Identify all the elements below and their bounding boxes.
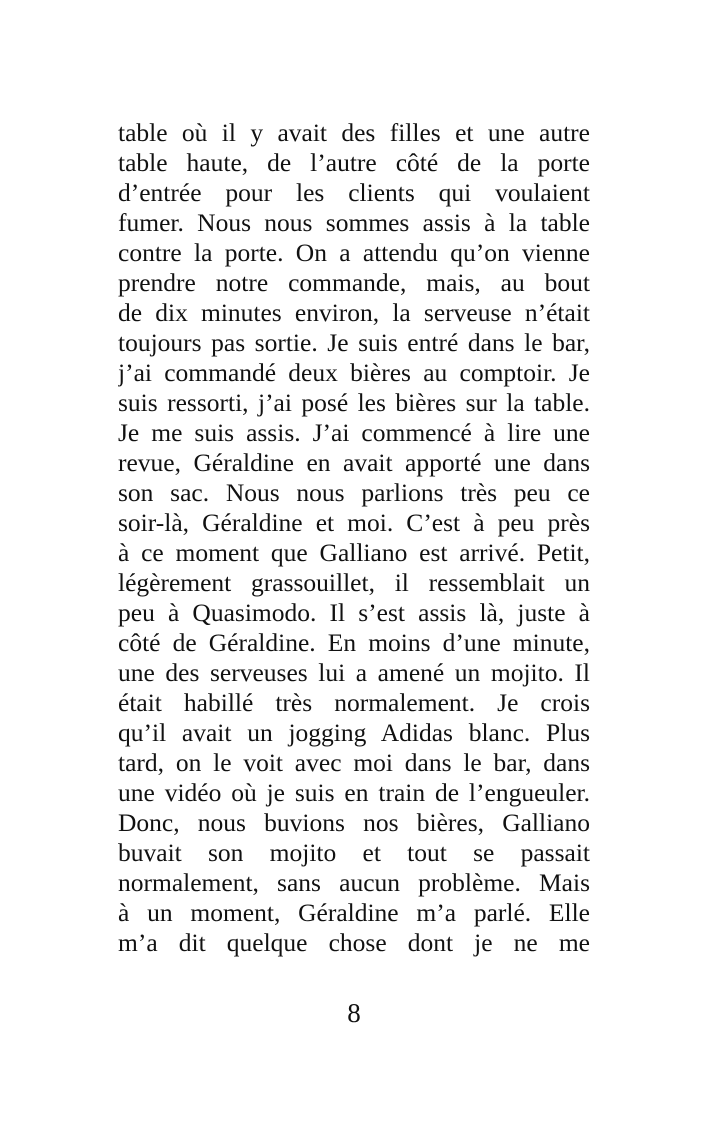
text-line: table où il y avait des filles et une autre [118, 118, 590, 147]
page-number: 8 [347, 998, 361, 1028]
text-line: buvait son mojito et tout se passait [118, 838, 590, 867]
text-line: contre la porte. On a attendu qu’on vienne [118, 238, 590, 267]
text-line: suis ressorti, j’ai posé les bières sur la table. [118, 388, 590, 417]
text-line: toujours pas sortie. Je suis entré dans le bar, [118, 328, 590, 357]
text-line: normalement, sans aucun problème. Mais [118, 868, 590, 897]
text-line: d’entrée pour les clients qui voulaient [118, 178, 590, 207]
text-line: peu à Quasimodo. Il s’est assis là, juste à [118, 598, 590, 627]
text-line: Je me suis assis. J’ai commencé à lire une [118, 418, 590, 447]
text-line: à ce moment que Galliano est arrivé. Petit, [118, 538, 590, 567]
text-line: était habillé très normalement. Je crois [118, 688, 590, 717]
text-line: revue, Géraldine en avait apporté une dans [118, 448, 590, 477]
text-line: soir-là, Géraldine et moi. C’est à peu près [118, 508, 590, 537]
text-line: tard, on le voit avec moi dans le bar, dans [118, 748, 590, 777]
text-line: table haute, de l’autre côté de la porte [118, 148, 590, 177]
text-line: une vidéo où je suis en train de l’engueuler. [118, 778, 590, 807]
body-text [118, 118, 590, 958]
text-line: côté de Géraldine. En moins d’une minute, [118, 628, 590, 657]
text-line: de dix minutes environ, la serveuse n’était [118, 298, 590, 327]
text-line: une des serveuses lui a amené un mojito. Il [118, 658, 590, 687]
text-line: à un moment, Géraldine m’a parlé. Elle [118, 898, 590, 927]
text-line: son sac. Nous nous parlions très peu ce [118, 478, 590, 507]
text-line: Donc, nous buvions nos bières, Galliano [118, 808, 590, 837]
text-line: m’a dit quelque chose dont je ne me [118, 928, 590, 957]
text-line: j’ai commandé deux bières au comptoir. Je [118, 358, 590, 387]
text-line: fumer. Nous nous sommes assis à la table [118, 208, 590, 237]
text-line: légèrement grassouillet, il ressemblait un [118, 568, 590, 597]
text-line: qu’il avait un jogging Adidas blanc. Plus [118, 718, 590, 747]
text-line: prendre notre commande, mais, au bout [118, 268, 590, 297]
